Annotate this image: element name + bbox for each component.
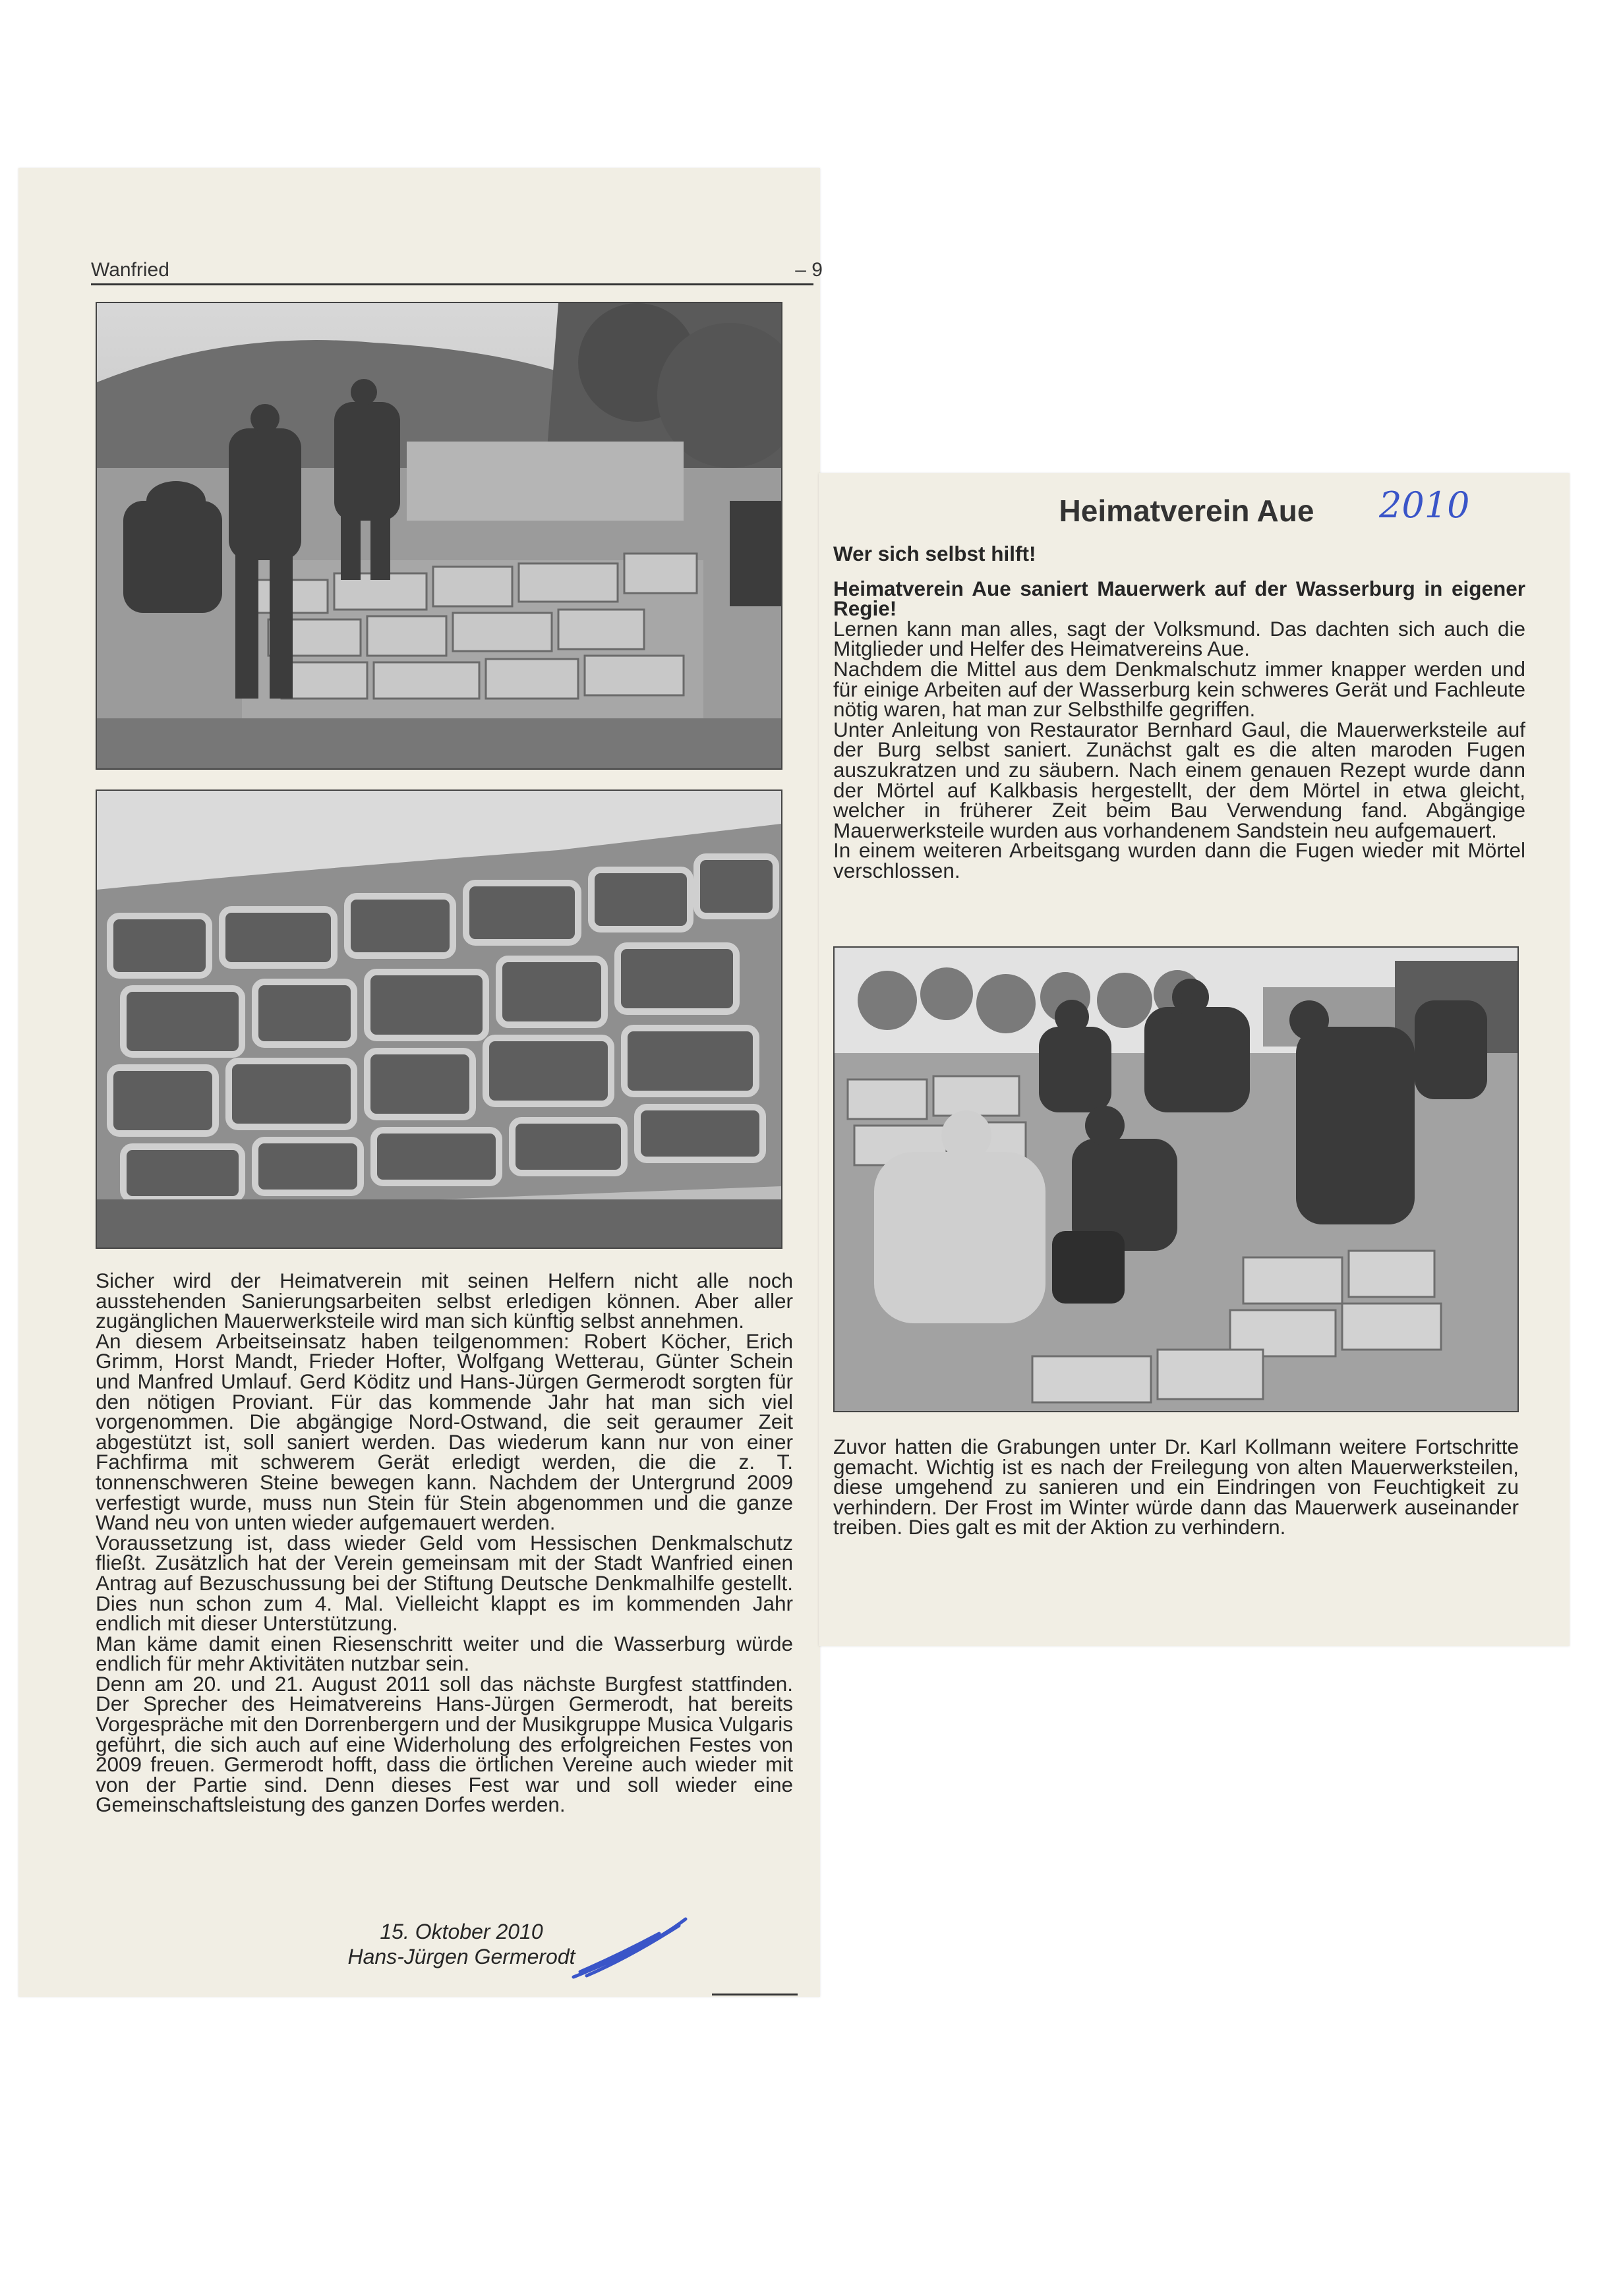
article-title: Heimatverein Aue <box>1059 494 1314 528</box>
header-rule <box>91 283 813 285</box>
right-paragraph: Nachdem die Mittel aus dem Denkmalschutz immer knapper werden und für einige Arbeiten auf der Wasserburg kein schweres Gerät und Fachleute nötig waren, hat man zur Selbsthilfe gegriffen. <box>833 656 1525 722</box>
photo-caption-text <box>833 1437 1519 1537</box>
article-author: Hans-Jürgen Germerodt <box>347 1945 575 1968</box>
left-article-body <box>96 1271 793 1815</box>
right-article-header <box>833 544 1525 881</box>
photo-volunteers-repairing-wall <box>833 946 1519 1412</box>
right-paragraph: Unter Anleitung von Restaurator Bernhard Gaul, die Mauerwerksteile auf der Burg selbst saniert. Zunächst galt es die alten maroden Fugen auszukratzen und zu säubern. Nach einem genauen Rezept wurde dann der Mörtel auf Kalkbasis hergestellt, der dem Mörtel in etwa gleicht, welcher in früherer Zeit beim Bau Verwendung fand. Abgängige Mauerwerksteile wurden aus vorhandenem Sandstein neu aufgemauert. <box>833 717 1525 842</box>
photo-workers-building-wall <box>96 302 782 770</box>
article-kicker: Wer sich selbst hilft! <box>833 542 1036 565</box>
page-number: – 9 <box>795 259 823 281</box>
article-subtitle: Heimatverein Aue saniert Mauerwerk auf der Wasserburg in eigener Regie! <box>833 576 1525 621</box>
photo-restored-wall <box>96 789 782 1249</box>
left-article-end-rule <box>712 1994 798 1995</box>
right-paragraph: In einem weiteren Arbeitsgang wurden dann die Fugen wieder mit Mörtel verschlossen. <box>833 838 1525 882</box>
handwritten-signature <box>567 1911 692 1984</box>
article-date: 15. Oktober 2010 <box>380 1920 543 1943</box>
left-paragraph: Denn am 20. und 21. August 2011 soll das nächste Burgfest stattfinden. Der Sprecher des Heimatvereins Hans-Jürgen Germerodt, hat bereits Vorgespräche mit den Dorrenbergern und der Musikgruppe Musica Vulgaris geführt, die sich auch auf eine Widerholung des erfolgreichen Festes von 2009 freuen. Germerodt hofft, dass die örtlichen Vereine auch wieder mit von der Partie sind. Denn dieses Fest war und soll wieder eine Gemeinschaftsleistung des ganzen Dorfes werden. <box>96 1671 793 1817</box>
right-paragraph: Lernen kann man alles, sagt der Volksmund. Das dachten sich auch die Mitglieder und Helfer des Heimatvereins Aue. <box>833 616 1525 661</box>
left-paragraph: An diesem Arbeitseinsatz haben teilgenommen: Robert Köcher, Erich Grimm, Horst Mandt, Frieder Hofter, Wolfgang Wetterau, Günter Schein und Manfred Umlauf. Gerd Köditz und Hans-Jürgen Germerodt sorgten für den nötigen Proviant. Für das kommende Jahr hat man sich viel vorgenommen. Die abgängige Nord-Ostwand, die seit geraumer Zeit abgestützt ist, soll saniert werden. Das wiederum kann nur von einer Fachfirma mit schwerem Gerät erledigt werden, die die z. T. tonnenschweren Steine bewegen kann. Nachdem der Untergrund 2009 verfestigt wurde, muss nun Stein für Stein abgenommen und die ganze Wand neu von unten wieder aufgemauert werden. <box>96 1329 793 1535</box>
page-header <box>91 259 823 281</box>
left-paragraph: Voraussetzung ist, dass wieder Geld vom Hessischen Denkmalschutz fließt. Zusätzlich hat der Verein gemeinsam mit der Stadt Wanfried einen Antrag auf Bezuschussung bei der Stiftung Deutsche Denkmalhilfe gestellt. Dies nun schon zum 4. Mal. Vielleicht klappt es im kommenden Jahr endlich mit dieser Unterstützung. <box>96 1530 793 1636</box>
handwritten-year: 2010 <box>1379 484 1470 526</box>
header-place: Wanfried <box>91 259 169 281</box>
left-paragraph: Sicher wird der Heimatverein mit seinen Helfern nicht alle noch ausstehenden Sanierungsarbeiten selbst erledigen können. Aber aller zugänglichen Mauerwerksteile wird man sich künftig selbst annehmen. <box>96 1269 793 1333</box>
left-paragraph: Man käme damit einen Riesenschritt weiter und die Wasserburg würde endlich für mehr Aktivitäten nutzbar sein. <box>96 1631 793 1676</box>
caption-paragraph: Zuvor hatten die Grabungen unter Dr. Karl Kollmann weitere Fortschritte gemacht. Wichtig ist es nach der Freilegung von alten Mauerwerksteilen, diese umgehend zu sanieren und ein Eindringen von Feuchtigkeit zu verhindern. Der Frost im Winter würde dann das Mauerwerk auseinander treiben. Dies galt es mit der Aktion zu verhindern. <box>833 1435 1519 1539</box>
